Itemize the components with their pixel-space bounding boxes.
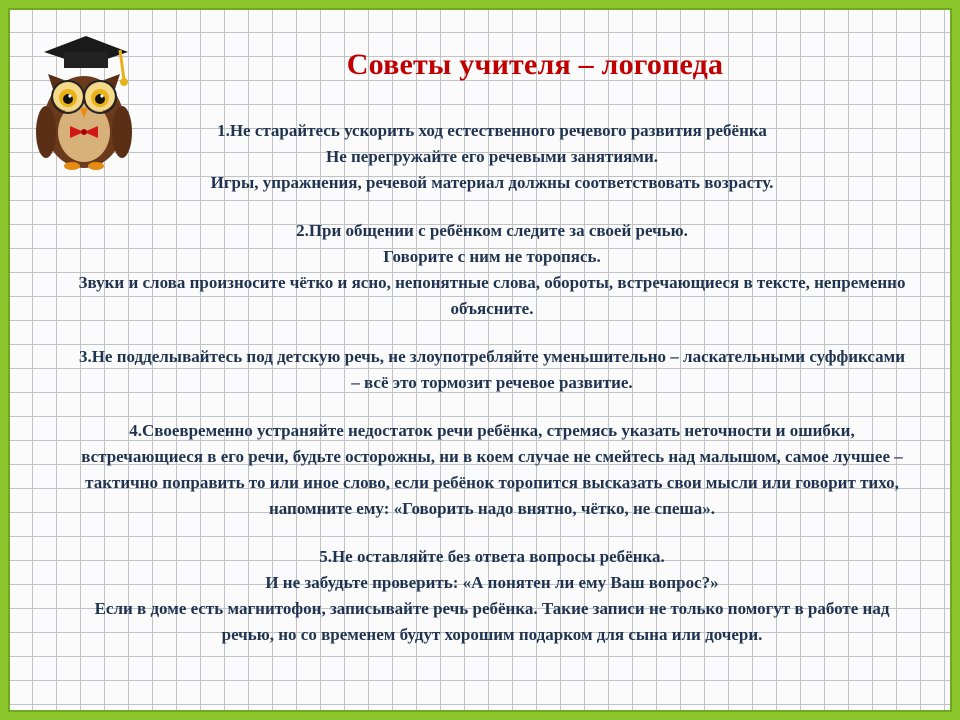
tip-5 — [78, 544, 906, 648]
tip-line: Говорите с ним не торопясь. — [383, 247, 601, 266]
tip-1 — [78, 118, 906, 196]
tip-3 — [78, 344, 906, 396]
page-title: Советы учителя – логопеда — [346, 48, 724, 81]
tip-line: Если в доме есть магнитофон, записывайте речь ребёнка. Такие записи не только помогут в работе над речью, но со временем будут хорошим подарком для сына или дочери. — [94, 599, 890, 644]
tip-line: 3.Не подделывайтесь под детскую речь, не злоупотребляйте уменьшительно – ласкательными суффиксами – всё это тормозит речевое развитие. — [78, 347, 906, 392]
tip-2 — [78, 218, 906, 322]
tip-line: 4.Своевременно устраняйте недостаток речи ребёнка, стремясь указать неточности и ошибки, встречающиеся в его речи, будьте осторожны, ни в коем случае не смейтесь над малышом, самое лучшее – тактично поправить то или иное слово, если ребёнок торопится высказать свои мысли или говорит тихо, напомните ему: «Говорить надо внятно, чётко, не спеша». — [81, 421, 903, 518]
tips-list — [78, 118, 906, 648]
tip-line: Звуки и слова произносите чётко и ясно, непонятные слова, обороты, встречающиеся в тексте, непременно объясните. — [78, 273, 906, 318]
tip-line: 1.Не старайтесь ускорить ход естественного речевого развития ребёнка — [217, 121, 767, 140]
tip-line: Игры, упражнения, речевой материал должны соответствовать возрасту. — [210, 173, 774, 192]
tip-line: Не перегружайте его речевыми занятиями. — [325, 147, 659, 166]
tip-line: И не забудьте проверить: «А понятен ли ему Ваш вопрос?» — [265, 573, 719, 592]
tip-line: 5.Не оставляйте без ответа вопросы ребёнка. — [319, 547, 665, 566]
tip-line: 2.При общении с ребёнком следите за своей речью. — [296, 221, 688, 240]
tip-4 — [78, 418, 906, 522]
